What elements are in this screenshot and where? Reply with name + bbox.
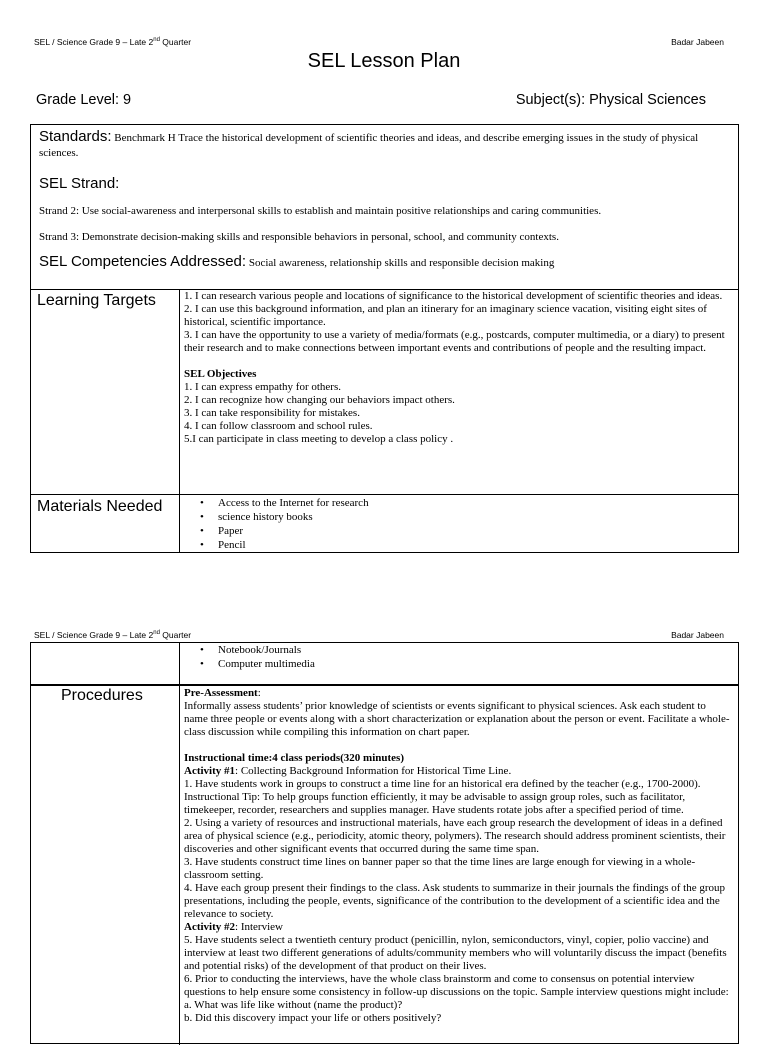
- sel-strand-heading: SEL Strand:: [39, 175, 120, 192]
- header-author: Badar Jabeen: [671, 37, 724, 47]
- strand-2: Strand 2: Use social-awareness and interpersonal skills to establish and maintain positive relationships and caring communities.: [39, 205, 602, 217]
- materials-continued-row: [30, 642, 739, 686]
- standards-box: [30, 124, 739, 290]
- materials-item: • Paper: [180, 524, 732, 538]
- subjects: Subject(s): Physical Sciences: [515, 92, 706, 108]
- target-item: 1. I can research various people and locations of significance to the historical development of scientific theories and ideas.: [184, 290, 723, 302]
- grade-level: Grade Level: 9: [36, 92, 132, 108]
- sel-objective: 2. I can recognize how changing our behaviors impact others.: [184, 394, 455, 406]
- target-item: 3. I can have the opportunity to use a variety of media/formats (e.g., postcards, computer multimedia, or a diary) to present their research and to make connections between important events and contributions of people and the resulting impact.: [184, 329, 725, 354]
- learning-targets-content: [184, 290, 732, 446]
- materials-label: Materials Needed: [37, 498, 163, 515]
- materials-continued-list: [180, 643, 732, 671]
- procedure-step: 1. Have students work in groups to construct a time line for an historical era defined by the teacher (e.g., 1700-2000). Instructional Tip: To help groups function efficiently, it may be advisable to assign group roles, such as facilitator, timekeeper, recorder, researchers and supplies manager. Have students rotate jobs after a specified period of time.: [184, 778, 701, 816]
- procedures-row: [30, 684, 739, 1044]
- procedure-step: 6. Prior to conducting the interviews, have the whole class brainstorm and come to consensus on potential interview questions to help ensure some consistency in follow-up discussions on the topic. Sample interview questions might include: a. What was life like without (name the product)?: [184, 973, 729, 1011]
- strand-3: Strand 3: Demonstrate decision-making skills and responsible behaviors in personal, school, and community contexts.: [39, 231, 559, 243]
- header-course: SEL / Science Grade 9 – Late 2nd Quarter: [34, 630, 192, 640]
- materials-list: [180, 496, 732, 552]
- sel-objective: 5.I can participate in class meeting to develop a class policy .: [184, 433, 454, 445]
- procedures-content: Pre-Assessment: Informally assess students’ prior knowledge of scientists or events significant to physical sciences. Ask each student to name three people or events along with a short characterization or explanation about the person or event. Facilitate a whole-class discussion while compiling this information on chart paper. Instructional time:4 class periods(320 minutes) Activity #1: Collecting Background Information for Historical Time Line. 1. Have students work in groups to construct a time line for an historical era defined by the teacher (e.g., 1700-2000). Instructional Tip: To help groups function efficiently, it may be advisable to assign group roles, such as facilitator, timekeeper, recorder, researchers and supplies manager. Have students rotate jobs after a specified period of time. 2. Using a variety of resources and instructional materials, have each group research the development of ideas in a defined area of physical science (e.g., periodicity, atomic theory, polymers). The research should address prominent scientists, their discoveries and other significant events that occurred during the same time span. 3. Have students construct time lines on banner paper so that the time lines are large enough for viewing in a whole-classroom setting. 4. Have each group present their findings to the class. Ask students to summarize in their journals the findings of the group presentations, including the people, events, significance of the contribution to the development of a scientific idea and the relevance to society. Activity #2: Interview 5. Have students select a twentieth century product (penicillin, nylon, semiconductors, vinyl, copier, polio vaccine) and interview at least two different generations of adults/community members who will voluntarily discuss the impact (benefits and potential risks) of the development of that product on their lives. 6. Prior to conducting the interviews, have the whole class brainstorm and come to consensus on potential interview questions to help ensure some consistency in follow-up discussions on the topic. Sample interview questions might include: a. What was life like without (name the product)? b. Did this discovery impact your life or others positively?: [184, 687, 732, 1025]
- page-2: [0, 590, 768, 1024]
- activity-1: Activity #1: Collecting Background Information for Historical Time Line.: [184, 765, 512, 777]
- row-divider: [31, 494, 738, 495]
- materials-item: • Access to the Internet for research: [180, 496, 732, 510]
- procedure-step: 3. Have students construct time lines on banner paper so that the time lines are large enough for viewing in a whole-classroom setting.: [184, 856, 696, 881]
- sel-objective: 3. I can take responsibility for mistakes.: [184, 407, 360, 419]
- learning-targets-label: Learning Targets: [37, 292, 156, 309]
- standards-heading: Standards:: [39, 128, 112, 145]
- header-author: Badar Jabeen: [671, 630, 724, 640]
- procedures-label: Procedures: [61, 687, 143, 704]
- materials-item: • Pencil: [180, 538, 732, 552]
- sel-objective: 4. I can follow classroom and school rules.: [184, 420, 373, 432]
- standards: [39, 130, 728, 160]
- standards-text: Benchmark H Trace the historical development of scientific theories and ideas, and describe emerging issues in the study of physical sciences.: [39, 132, 699, 159]
- procedure-step: 5. Have students select a twentieth century product (penicillin, nylon, semiconductors, vinyl, copier, polio vaccine) and interview at least two different generations of adults/community members who will voluntarily discuss the impact (benefits and potential risks) of the development of that product on their lives.: [184, 934, 727, 972]
- procedure-step: 2. Using a variety of resources and instructional materials, have each group research the development of ideas in a defined area of physical science (e.g., periodicity, atomic theory, polymers). The research should address prominent scientists, their discoveries and other significant events that occurred during the same time span.: [184, 817, 726, 855]
- header-course: SEL / Science Grade 9 – Late 2nd Quarter: [34, 37, 192, 47]
- procedure-step: b. Did this discovery impact your life or others positively?: [184, 1012, 442, 1024]
- sel-objectives-heading: SEL Objectives: [184, 368, 257, 380]
- activity-2: Activity #2: Interview: [184, 921, 283, 933]
- competencies-text: Social awareness, relationship skills and responsible decision making: [246, 257, 555, 269]
- materials-item: • Computer multimedia: [180, 657, 732, 671]
- targets-table: [30, 289, 739, 553]
- sel-objective: 1. I can express empathy for others.: [184, 381, 342, 393]
- target-item: 2. I can use this background information, and plan an itinerary for an imaginary science vacation, visiting eight sites of historical, scientific importance.: [184, 303, 707, 328]
- pre-assessment-heading: Pre-Assessment: [184, 687, 258, 699]
- competencies: [39, 253, 730, 271]
- instructional-time: Instructional time:4 class periods(320 minutes): [184, 752, 404, 764]
- column-divider: [179, 685, 180, 1045]
- procedure-step: 4. Have each group present their findings to the class. Ask students to summarize in their journals the findings of the group presentations, including the people, events, significance of the contribution to the development of a scientific idea and the relevance to society.: [184, 882, 726, 920]
- materials-item: • science history books: [180, 510, 732, 524]
- page-title: SEL Lesson Plan: [307, 50, 461, 72]
- competencies-heading: SEL Competencies Addressed:: [39, 253, 247, 270]
- materials-item: • Notebook/Journals: [180, 643, 732, 657]
- pre-assessment-text: Informally assess students’ prior knowledge of scientists or events significant to physical sciences. Ask each student to name three people or events along with a short characterization or explanation about the person or event. Facilitate a whole-class discussion while compiling this information on chart paper.: [184, 700, 730, 738]
